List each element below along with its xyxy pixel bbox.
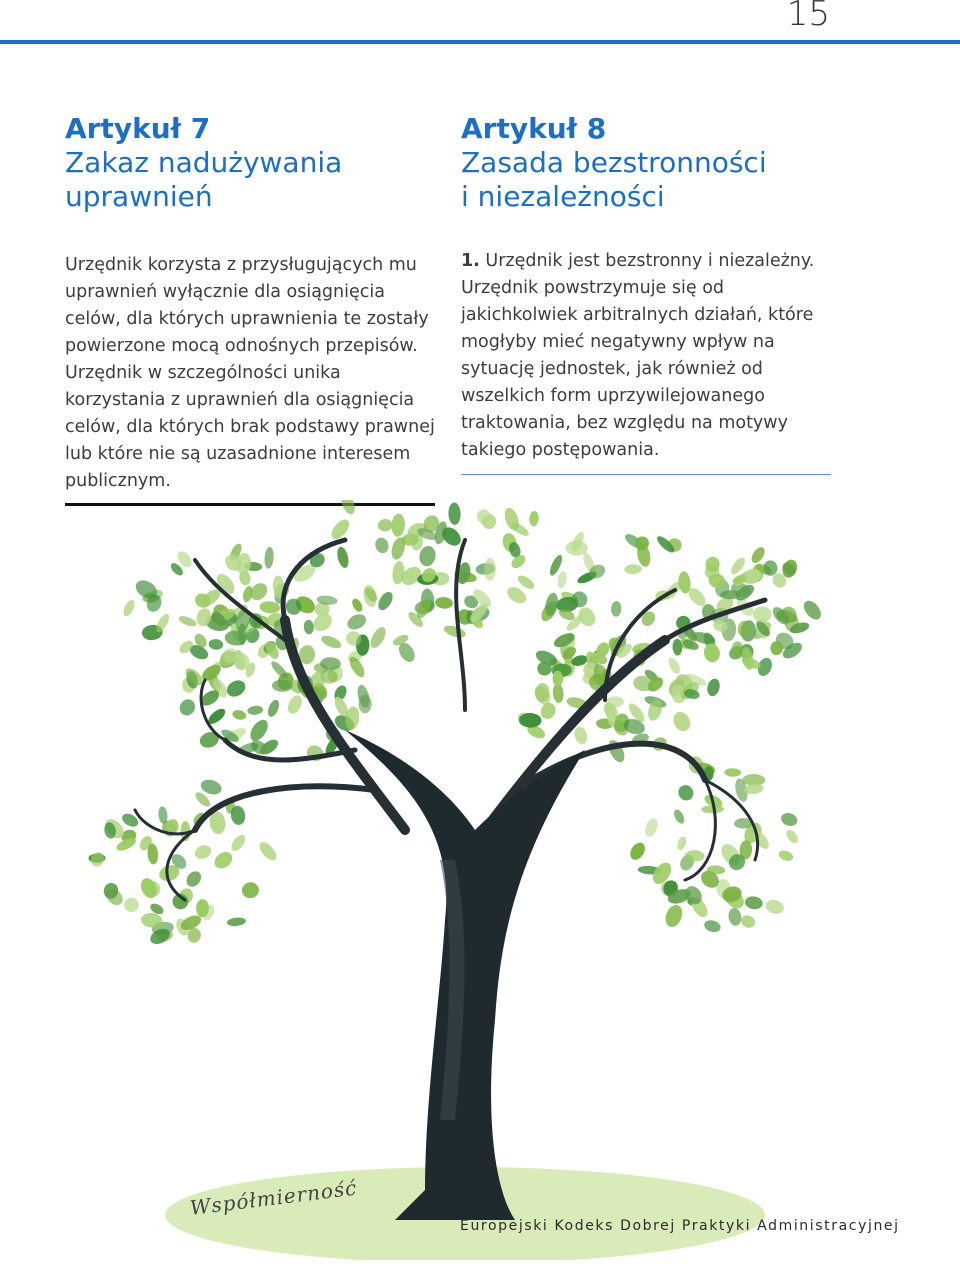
leaf: [703, 918, 722, 934]
article-8-item-number: 1.: [461, 251, 480, 271]
leaf: [240, 880, 261, 900]
article-7-column: [65, 112, 445, 495]
article-8-body-first: Urzędnik jest bezstronny i niezależny.: [479, 251, 815, 271]
artist-signature: Współmierność: [188, 1175, 359, 1220]
leaf: [335, 546, 350, 569]
leaf: [702, 642, 721, 663]
article-8-end-rule: [461, 474, 831, 475]
leaf: [339, 500, 358, 516]
article-7-heading: [65, 112, 445, 214]
leaf: [670, 709, 693, 734]
leaf: [247, 705, 264, 716]
leaf: [727, 907, 742, 927]
leaf: [184, 868, 204, 889]
leaf: [328, 517, 352, 543]
leaf: [724, 768, 741, 777]
leaf: [350, 597, 364, 614]
tree-illustration: [45, 500, 845, 1260]
article-8-body-rest: Urzędnik powstrzymuje się od jakichkolwiek arbitralnych działań, które mogłyby mieć negatywny wpływ na sytuację jednostek, jak również od wszelkich form uprzywilejowanego traktowania, bez względu na motywy takiego postępowania.: [461, 278, 814, 460]
leaf: [676, 835, 688, 851]
leaf: [529, 511, 539, 527]
leaf: [779, 811, 799, 828]
leaf: [121, 598, 137, 618]
leaf: [624, 564, 642, 574]
leaf: [208, 638, 223, 650]
leaf: [124, 897, 139, 912]
leaf: [484, 558, 496, 581]
article-7-number: Artykuł 7: [65, 112, 211, 145]
leaf: [373, 536, 390, 555]
leaf: [611, 601, 622, 617]
leaf: [362, 584, 379, 609]
leaf: [177, 614, 197, 628]
page-number: 15: [786, 0, 830, 34]
leaf: [224, 677, 249, 700]
article-8-column: [461, 112, 841, 464]
leaf: [784, 828, 800, 846]
leaf: [675, 782, 696, 803]
leaf: [231, 709, 247, 721]
leaf: [256, 839, 279, 863]
leaf: [303, 619, 314, 634]
leaf: [672, 808, 686, 825]
leaf: [198, 730, 221, 750]
leaf: [753, 606, 772, 622]
leaf: [777, 849, 794, 863]
leaf: [211, 849, 235, 872]
leaf: [345, 611, 369, 632]
leaf: [442, 623, 467, 640]
leaf: [800, 598, 824, 623]
leaf: [749, 545, 767, 565]
leaf: [504, 584, 529, 607]
article-7-title-line1: Zakaz nadużywania: [65, 146, 343, 179]
article-8-title-line2: i niezależności: [461, 180, 665, 213]
leaf: [572, 725, 589, 746]
leaf: [643, 817, 660, 839]
leaf: [705, 677, 721, 697]
leaf: [319, 633, 343, 650]
leaf: [193, 843, 213, 861]
leaf: [764, 898, 786, 916]
leaf: [285, 693, 305, 716]
leaf: [264, 547, 275, 570]
leaf: [227, 917, 247, 927]
leaf: [435, 596, 454, 609]
leaf: [391, 513, 406, 537]
header-rule: [0, 40, 960, 44]
leaf: [739, 913, 757, 930]
leaf: [556, 570, 568, 589]
leaf: [177, 697, 198, 719]
article-8-title-line1: Zasada bezstronności: [461, 146, 767, 179]
leaf: [663, 903, 686, 930]
leaf: [229, 832, 248, 853]
leaf: [368, 625, 389, 651]
leaf: [627, 840, 648, 863]
leaf: [666, 656, 682, 676]
article-8-number: Artykuł 8: [461, 112, 607, 145]
leaf: [247, 717, 271, 744]
leaf: [516, 573, 537, 591]
leaf: [377, 519, 392, 532]
article-7-title-line2: uprawnień: [65, 180, 213, 213]
article-7-body: Urzędnik korzysta z przysługujących mu uprawnień wyłącznie dla osiągnięcia celów, dla których uprawnienia te zostały powierzone mocą odnośnych przepisów. Urzędnik w szczególności unika korzystania z uprawnień dla osiągnięcia celów, dla których brak podstawy prawnej lub które nie są uzasadnione interesem publicznym.: [65, 255, 435, 491]
article-8-body: [461, 248, 841, 464]
footer-title: Europejski Kodeks Dobrej Praktyki Administracyjnej: [460, 1218, 900, 1234]
leaf: [266, 698, 281, 718]
leaf: [744, 895, 764, 910]
article-8-heading: [461, 112, 841, 214]
leaf: [88, 850, 106, 869]
leaf: [448, 502, 461, 525]
leaf: [375, 589, 395, 612]
